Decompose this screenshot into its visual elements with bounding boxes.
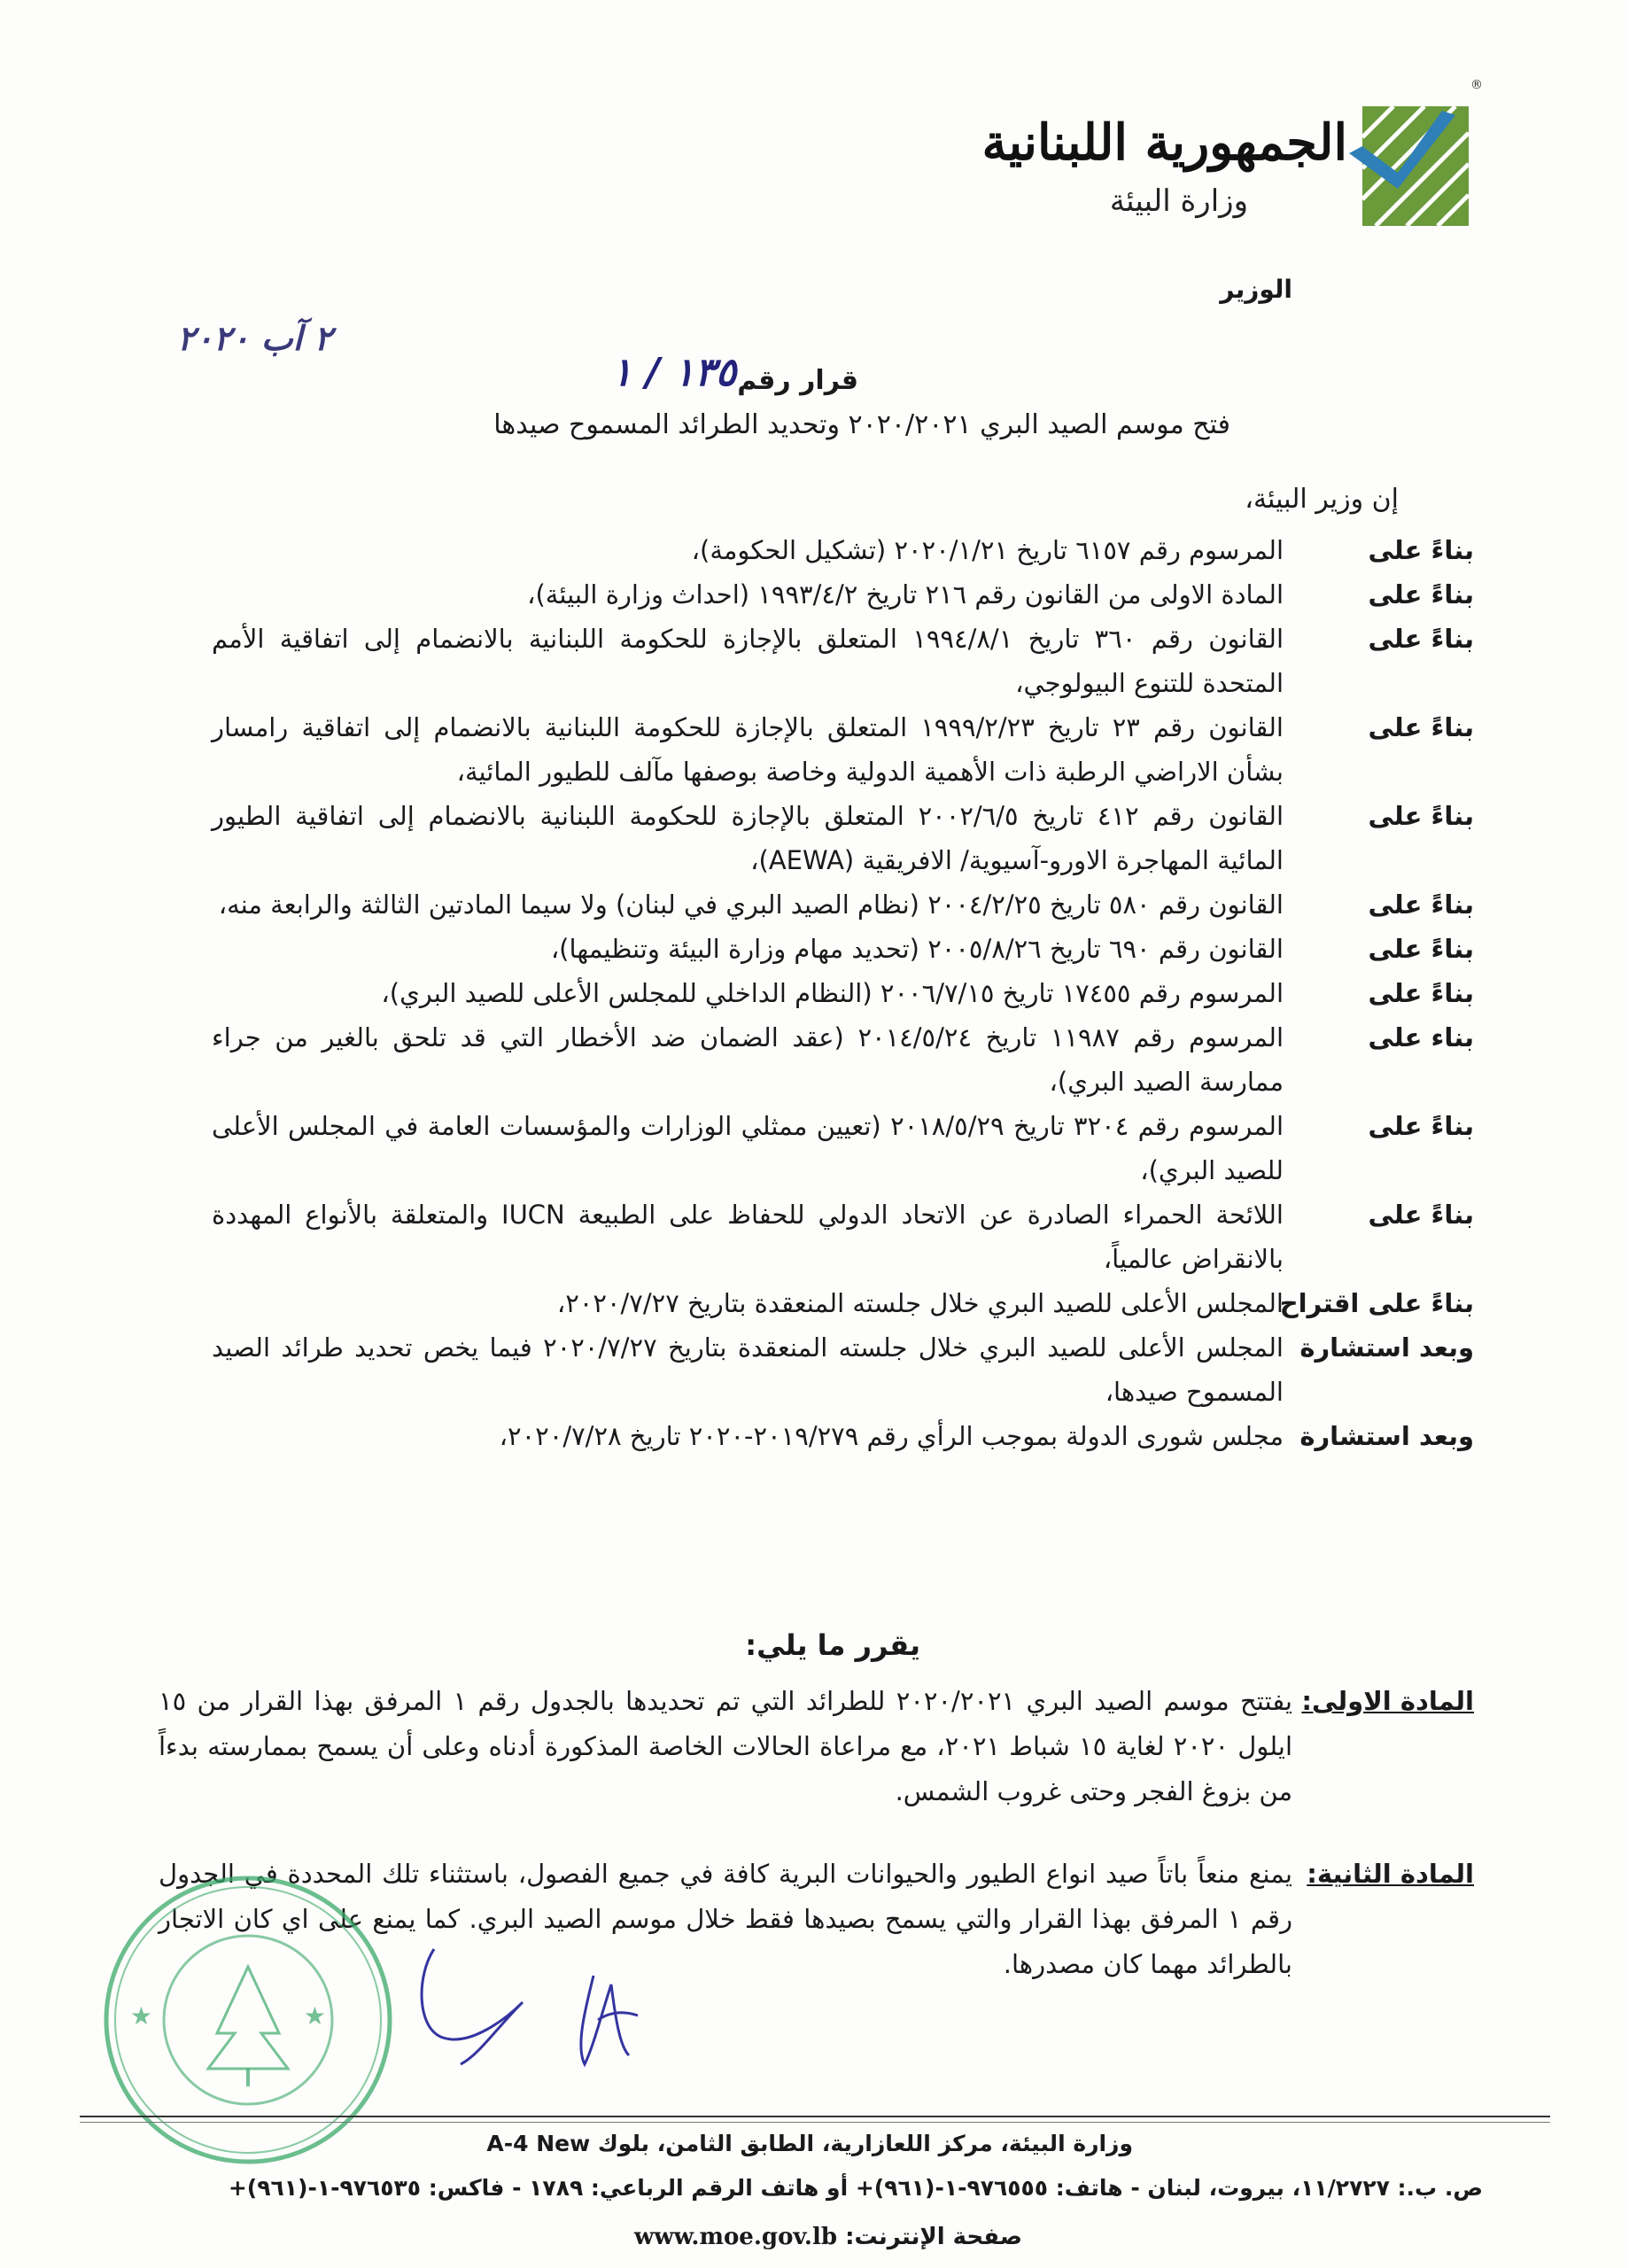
decision-subject: فتح موسم الصيد البري ٢٠٢٠/٢٠٢١ وتحديد الطرائد المسموح صيدها [493, 409, 1230, 440]
footer-website-label: صفحة الإنترنت: [845, 2224, 1022, 2250]
svg-text:★: ★ [129, 2001, 152, 2031]
basis-item [145, 1192, 1474, 1281]
basis-item [145, 927, 1474, 971]
basis-item [145, 705, 1474, 794]
handwritten-date: ٢ آب ٢٠٢٠ [177, 319, 332, 358]
decision-label: قرار رقم [737, 365, 858, 396]
ministry-name: وزارة البيئة [1109, 183, 1248, 219]
basis-label: بناءً على [1368, 624, 1474, 654]
decision-intro: إن وزير البيئة، [1245, 484, 1399, 515]
basis-text: القانون رقم ٦٩٠ تاريخ ٢٠٠٥/٨/٢٦ (تحديد مهام وزارة البيئة وتنظيمها)، [550, 934, 1284, 964]
basis-label: بناءً على [1368, 934, 1474, 964]
basis-item [145, 1325, 1474, 1414]
footer-divider [80, 2116, 1550, 2117]
minister-label: الوزير [1220, 275, 1292, 304]
article-2-label: المادة الثانية: [1307, 1859, 1474, 1889]
footer-contact: ص. ب.: ١١/٢٧٢٧، بيروت، لبنان - هاتف: ٩٧٦٥٥٥-١-(٩٦١)+ أو هاتف الرقم الرباعي: ١٧٨٩ - فاكس: ٩٧٦٥٣٥-١-(٩٦١)+ [228, 2175, 1483, 2201]
basis-label: بناءً على اقتراح [1279, 1288, 1474, 1318]
basis-label: بناءً على [1368, 712, 1474, 742]
basis-label: بناءً على [1368, 978, 1474, 1008]
basis-text: المرسوم رقم ٣٢٠٤ تاريخ ٢٠١٨/٥/٢٩ (تعيين ممثلي الوزارات والمؤسسات العامة في المجلس الأعلى للصيد البري)، [212, 1111, 1284, 1185]
signature-icon [407, 1922, 673, 2082]
basis-text: مجلس شورى الدولة بموجب الرأي رقم ٢٠١٩/٢٧٩-٢٠٢٠ تاريخ ٢٠٢٠/٧/٢٨، [499, 1421, 1284, 1451]
basis-label: بناءً على [1368, 801, 1474, 831]
basis-text: القانون رقم ٤١٢ تاريخ ٢٠٠٢/٦/٥ المتعلق بالإجازة للحكومة اللبنانية بالانضمام إلى اتفاقية الطيور المائية المهاجرة الاورو-آسيوية/ الافريقية (AEWA)، [212, 801, 1284, 875]
basis-text: المرسوم رقم ١٧٤٥٥ تاريخ ٢٠٠٦/٧/١٥ (النظام الداخلي للمجلس الأعلى للصيد البري)، [381, 978, 1284, 1008]
basis-label: وبعد استشارة [1299, 1421, 1474, 1451]
basis-text: المادة الاولى من القانون رقم ٢١٦ تاريخ ١٩٩٣/٤/٢ (احداث وزارة البيئة)، [527, 579, 1284, 610]
basis-text: اللائحة الحمراء الصادرة عن الاتحاد الدولي للحفاظ على الطبيعة IUCN والمتعلقة بالأنواع المهددة بالانقراض عالمياً، [212, 1200, 1284, 1274]
basis-item [145, 572, 1474, 617]
decision-number: ١٣٥ / ١ [611, 350, 737, 395]
republic-title: الجمهورية اللبنانية [981, 113, 1347, 172]
footer-address: وزارة البيئة، مركز اللعازارية، الطابق الثامن، بلوك A-4 New [486, 2131, 1133, 2156]
basis-item [145, 1281, 1474, 1325]
registered-mark: ® [1470, 78, 1483, 92]
article-2-text: يمنع منعاً باتاً صيد انواع الطيور والحيوانات البرية كافة في جميع الفصول، باستثناء تلك المحددة في الجدول رقم ١ المرفق بهذا القرار والتي يسمح بصيدها فقط خلال موسم الصيد البري. كما يمنع على اي كان الاتجار بالطرائد مهما كان مصدرها. [159, 1859, 1292, 1979]
article-1-label: المادة الاولى: [1301, 1686, 1474, 1716]
footer-website [634, 2224, 1022, 2250]
footer-divider-thin [80, 2122, 1550, 2123]
basis-text: القانون رقم ٣٦٠ تاريخ ١٩٩٤/٨/١ المتعلق بالإجازة للحكومة اللبنانية بالانضمام إلى اتفاقية الأمم المتحدة للتنوع البيولوجي، [212, 624, 1284, 698]
svg-text:★: ★ [303, 2001, 326, 2031]
basis-text: القانون رقم ٢٣ تاريخ ١٩٩٩/٢/٢٣ المتعلق بالإجازة للحكومة اللبنانية بالانضمام إلى اتفاقية رامسار بشأن الاراضي الرطبة ذات الأهمية الدولية وخاصة بوصفها مآلف للطيور المائية، [212, 712, 1284, 787]
basis-label: بناءً على [1368, 889, 1474, 920]
basis-item [145, 882, 1474, 927]
article-1 [154, 1679, 1474, 1814]
basis-item [145, 794, 1474, 882]
basis-text: المجلس الأعلى للصيد البري خلال جلسته المنعقدة بتاريخ ٢٠٢٠/٧/٢٧، [556, 1288, 1284, 1318]
basis-label: بناء على [1368, 1022, 1474, 1052]
article-1-text: يفتتح موسم الصيد البري ٢٠٢٠/٢٠٢١ للطرائد التي تم تحديدها بالجدول رقم ١ المرفق بهذا القرار من ١٥ ايلول ٢٠٢٠ لغاية ١٥ شباط ٢٠٢١، مع مراعاة الحالات الخاصة المذكورة أدناه وعلى أن يسمح بممارسته بدءاً من بزوغ الفجر وحتى غروب الشمس. [159, 1686, 1292, 1806]
basis-item [145, 1104, 1474, 1192]
basis-text: المجلس الأعلى للصيد البري خلال جلسته المنعقدة بتاريخ ٢٠٢٠/٧/٢٧ فيما يخص تحديد طرائد الصيد المسموح صيدها، [212, 1332, 1284, 1407]
basis-label: بناءً على [1368, 579, 1474, 610]
basis-item [145, 1015, 1474, 1104]
basis-text: القانون رقم ٥٨٠ تاريخ ٢٠٠٤/٢/٢٥ (نظام الصيد البري في لبنان) ولا سيما المادتين الثالثة والرابعة منه، [218, 889, 1284, 920]
basis-label: وبعد استشارة [1299, 1332, 1474, 1363]
basis-item [145, 528, 1474, 572]
basis-item [145, 1414, 1474, 1458]
footer-website-url[interactable]: www.moe.gov.lb [633, 2224, 838, 2250]
basis-list [145, 528, 1474, 1458]
basis-text: المرسوم رقم ١١٩٨٧ تاريخ ٢٠١٤/٥/٢٤ (عقد الضمان ضد الأخطار التي قد تلحق بالغير من جراء ممارسة الصيد البري)، [212, 1022, 1284, 1097]
basis-text: المرسوم رقم ٦١٥٧ تاريخ ٢٠٢٠/١/٢١ (تشكيل الحكومة)، [691, 535, 1284, 565]
basis-label: بناءً على [1368, 1111, 1474, 1141]
basis-item [145, 971, 1474, 1015]
basis-label: بناءً على [1368, 1200, 1474, 1230]
basis-item [145, 617, 1474, 705]
official-stamp-icon [97, 1869, 399, 2171]
basis-label: بناءً على [1368, 535, 1474, 565]
decides-heading: يقرر ما يلي: [745, 1628, 920, 1662]
ministry-logo-icon [1336, 84, 1486, 235]
